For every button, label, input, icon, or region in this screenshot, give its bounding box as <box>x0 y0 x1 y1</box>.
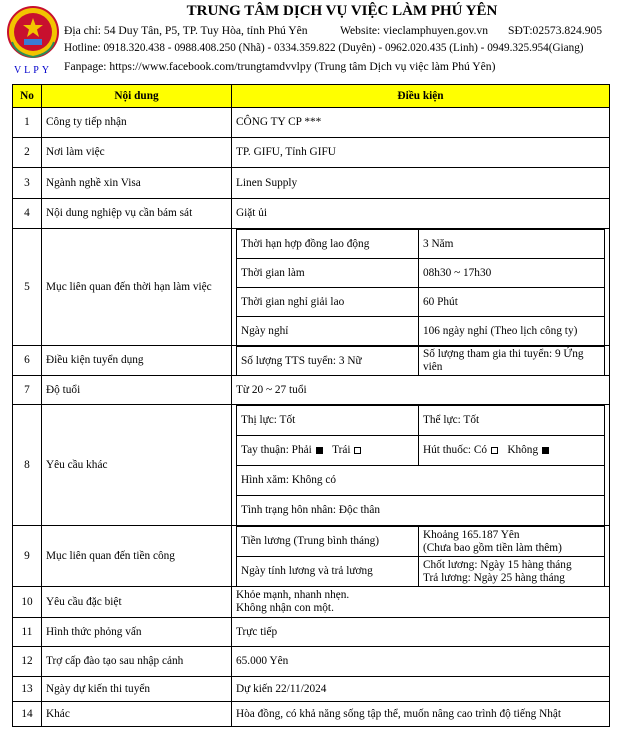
checked-box-icon <box>316 447 323 454</box>
col-no: No <box>13 85 42 108</box>
row-number: 10 <box>13 587 42 618</box>
table-row <box>13 229 610 346</box>
table-row <box>13 346 610 376</box>
unchecked-box-icon <box>354 447 361 454</box>
smoke-yes-label: Có <box>473 444 488 457</box>
table-row <box>13 138 610 168</box>
work-term-cell <box>232 229 610 346</box>
salary-value <box>419 527 605 557</box>
table-row <box>13 702 610 727</box>
row-label: Công ty tiếp nhận <box>42 108 232 138</box>
unchecked-box-icon <box>491 447 498 454</box>
hotline: Hotline: 0918.320.438 - 0988.408.250 (Nhã) - 0334.359.822 (Duyên) - 0962.020.435 (Linh) - 0949.325.954(Giang) <box>64 42 584 54</box>
smoke-no-label: Không <box>507 444 539 457</box>
table-row <box>13 647 610 677</box>
table-row <box>13 405 610 526</box>
term-value: 3 Năm <box>419 230 605 259</box>
row-number: 9 <box>13 526 42 587</box>
term-value: 08h30 ~ 17h30 <box>419 259 605 288</box>
table-row <box>13 526 610 587</box>
col-content: Nội dung <box>42 85 232 108</box>
row-value: Hòa đồng, có khả năng sống tập thể, muốn nâng cao trình độ tiếng Nhật <box>232 702 610 727</box>
tattoo: Hình xăm: Không có <box>237 466 605 496</box>
row-number: 14 <box>13 702 42 727</box>
row-label: Hình thức phỏng vấn <box>42 618 232 647</box>
page-title: TRUNG TÂM DỊCH VỤ VIỆC LÀM PHÚ YÊN <box>186 3 498 19</box>
term-label: Ngày nghỉ <box>237 317 419 345</box>
row-number: 6 <box>13 346 42 376</box>
address: Địa chỉ: 54 Duy Tân, P5, TP. Tuy Hòa, tỉnh Phú Yên <box>64 24 308 37</box>
row-number: 11 <box>13 618 42 647</box>
marital-status: Tình trạng hôn nhân: Độc thân <box>237 496 605 525</box>
row-value: Giặt ủi <box>232 199 610 229</box>
row-number: 7 <box>13 376 42 405</box>
checked-box-icon <box>542 447 549 454</box>
recruit-cell <box>232 346 610 376</box>
wage-cell <box>232 526 610 587</box>
row-label: Mục liên quan đến tiền công <box>42 526 232 587</box>
logo-text: VLPY <box>13 65 53 76</box>
table-header-row <box>13 85 610 108</box>
term-label: Thời gian nghỉ giải lao <box>237 288 419 317</box>
table-row <box>13 168 610 199</box>
row-value: Từ 20 ~ 27 tuổi <box>232 376 610 405</box>
special-req-2: Không nhận con một. <box>236 602 334 614</box>
table-row <box>13 618 610 647</box>
smoke-label: Hút thuốc: <box>423 444 472 457</box>
smoking <box>419 436 605 466</box>
term-value: 106 ngày nghỉ (Theo lịch công ty) <box>419 317 605 345</box>
row-value: Linen Supply <box>232 168 610 199</box>
other-requirements-cell <box>232 405 610 526</box>
table-row <box>13 199 610 229</box>
payday-value <box>419 557 605 586</box>
fanpage[interactable]: Fanpage: https://www.facebook.com/trungtamdvvlpy (Trung tâm Dịch vụ việc làm Phú Yên) <box>64 60 496 73</box>
hand-left-label: Trái <box>332 444 351 457</box>
col-condition: Điều kiện <box>232 85 610 108</box>
row-label: Yêu cầu đặc biệt <box>42 587 232 618</box>
special-req-1: Khỏe mạnh, nhanh nhẹn. <box>236 589 350 601</box>
row-label: Ngành nghề xin Visa <box>42 168 232 199</box>
table-row <box>13 677 610 702</box>
hand-right-label: Phải <box>291 444 312 457</box>
table-row <box>13 108 610 138</box>
vlpy-logo-icon <box>6 2 60 76</box>
row-label: Yêu cầu khác <box>42 405 232 526</box>
vision: Thị lực: Tốt <box>237 406 419 436</box>
term-label: Thời hạn hợp đồng lao động <box>237 230 419 259</box>
payroll-pay: Trả lương: Ngày 25 hàng tháng <box>423 571 565 584</box>
payroll-close: Chốt lương: Ngày 15 hàng tháng <box>423 558 572 571</box>
job-table <box>12 84 610 727</box>
row-number: 12 <box>13 647 42 677</box>
term-label: Thời gian làm <box>237 259 419 288</box>
salary-amount: Khoảng 165.187 Yên <box>423 528 520 541</box>
row-label: Trợ cấp đào tạo sau nhập cảnh <box>42 647 232 677</box>
salary-label: Tiền lương (Trung bình tháng) <box>237 527 419 557</box>
term-value: 60 Phút <box>419 288 605 317</box>
payday-label: Ngày tính lương và trả lương <box>237 557 419 586</box>
row-number: 2 <box>13 138 42 168</box>
row-label: Độ tuổi <box>42 376 232 405</box>
page-header <box>0 0 620 80</box>
salary-note: (Chưa bao gồm tiền làm thêm) <box>423 541 562 554</box>
row-label: Nội dung nghiệp vụ cần bám sát <box>42 199 232 229</box>
table-row <box>13 376 610 405</box>
candidate-count: Số lượng tham gia thi tuyển: 9 Ứng viên <box>419 347 605 376</box>
table-row <box>13 587 610 618</box>
row-value <box>232 587 610 618</box>
row-label: Mục liên quan đến thời hạn làm việc <box>42 229 232 346</box>
phone: SĐT:02573.824.905 <box>508 24 603 37</box>
row-value: TP. GIFU, Tỉnh GIFU <box>232 138 610 168</box>
row-number: 3 <box>13 168 42 199</box>
row-number: 5 <box>13 229 42 346</box>
fitness: Thể lực: Tốt <box>419 406 605 436</box>
hand-label: Tay thuận: <box>241 444 289 457</box>
row-label: Điều kiện tuyển dụng <box>42 346 232 376</box>
row-value: CÔNG TY CP *** <box>232 108 610 138</box>
row-value: 65.000 Yên <box>232 647 610 677</box>
row-value: Trực tiếp <box>232 618 610 647</box>
row-label: Nơi làm việc <box>42 138 232 168</box>
row-number: 1 <box>13 108 42 138</box>
row-label: Ngày dự kiến thi tuyển <box>42 677 232 702</box>
row-number: 13 <box>13 677 42 702</box>
row-value: Dự kiến 22/11/2024 <box>232 677 610 702</box>
row-number: 8 <box>13 405 42 526</box>
trainee-count: Số lượng TTS tuyển: 3 Nữ <box>237 347 419 376</box>
row-label: Khác <box>42 702 232 727</box>
handedness <box>237 436 419 466</box>
row-number: 4 <box>13 199 42 229</box>
website[interactable]: Website: vieclamphuyen.gov.vn <box>340 24 489 37</box>
